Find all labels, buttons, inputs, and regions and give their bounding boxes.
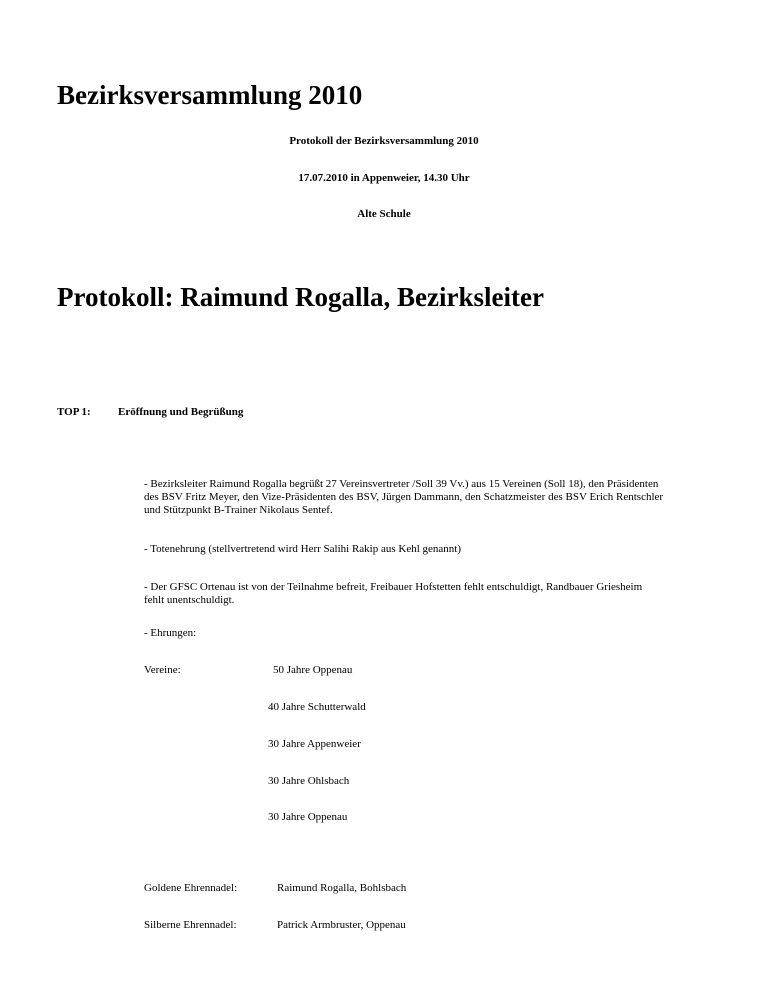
agenda-item-title: Eröffnung und Begrüßung bbox=[118, 406, 244, 418]
club-honor-item: 30 Jahre Oppenau bbox=[268, 811, 348, 823]
venue: Alte Schule bbox=[357, 208, 411, 220]
club-honor-item: 40 Jahre Schutterwald bbox=[268, 701, 366, 713]
gold-pin-label: Goldene Ehrennadel: bbox=[144, 882, 238, 894]
honors-heading: - Ehrungen: bbox=[144, 627, 197, 639]
welcome-paragraph: - Bezirksleiter Raimund Rogalla begrüßt 27 Vereinsvertreter /Soll 39 Vv.) aus 15 Vereinen (Soll 18), den Präsidenten des BSV Fritz Meyer, den Vize-Präsidenten des BSV, Jürgen Dammann, den Schatzmeister des BSV Erich Rentschler und Stützpunkt B-Trainer Nikolaus Sentef. bbox=[144, 478, 664, 516]
protocol-heading: Protokoll: Raimund Rogalla, Bezirksleiter bbox=[57, 282, 544, 312]
memorial-paragraph: - Totenehrung (stellvertretend wird Herr Salihi Rakip aus Kehl genannt) bbox=[144, 543, 462, 555]
date-location-line: 17.07.2010 in Appenweier, 14.30 Uhr bbox=[298, 172, 470, 184]
clubs-label: Vereine: bbox=[144, 664, 181, 676]
document-title: Bezirksversammlung 2010 bbox=[57, 80, 363, 110]
club-honor-item: 30 Jahre Ohlsbach bbox=[268, 775, 350, 787]
club-honor-item: 30 Jahre Appenweier bbox=[268, 738, 361, 750]
agenda-item-label: TOP 1: bbox=[57, 406, 91, 418]
silver-pin-label: Silberne Ehrennadel: bbox=[144, 919, 237, 931]
subtitle: Protokoll der Bezirksversammlung 2010 bbox=[289, 135, 479, 147]
gold-pin-recipient: Raimund Rogalla, Bohlsbach bbox=[277, 882, 407, 894]
club-honor-item: 50 Jahre Oppenau bbox=[273, 664, 353, 676]
attendance-paragraph: - Der GFSC Ortenau ist von der Teilnahme befreit, Freibauer Hofstetten fehlt entschuldigt, Randbauer Griesheim fehlt unentschuldigt. bbox=[144, 581, 643, 606]
silver-pin-recipient: Patrick Armbruster, Oppenau bbox=[277, 919, 406, 931]
